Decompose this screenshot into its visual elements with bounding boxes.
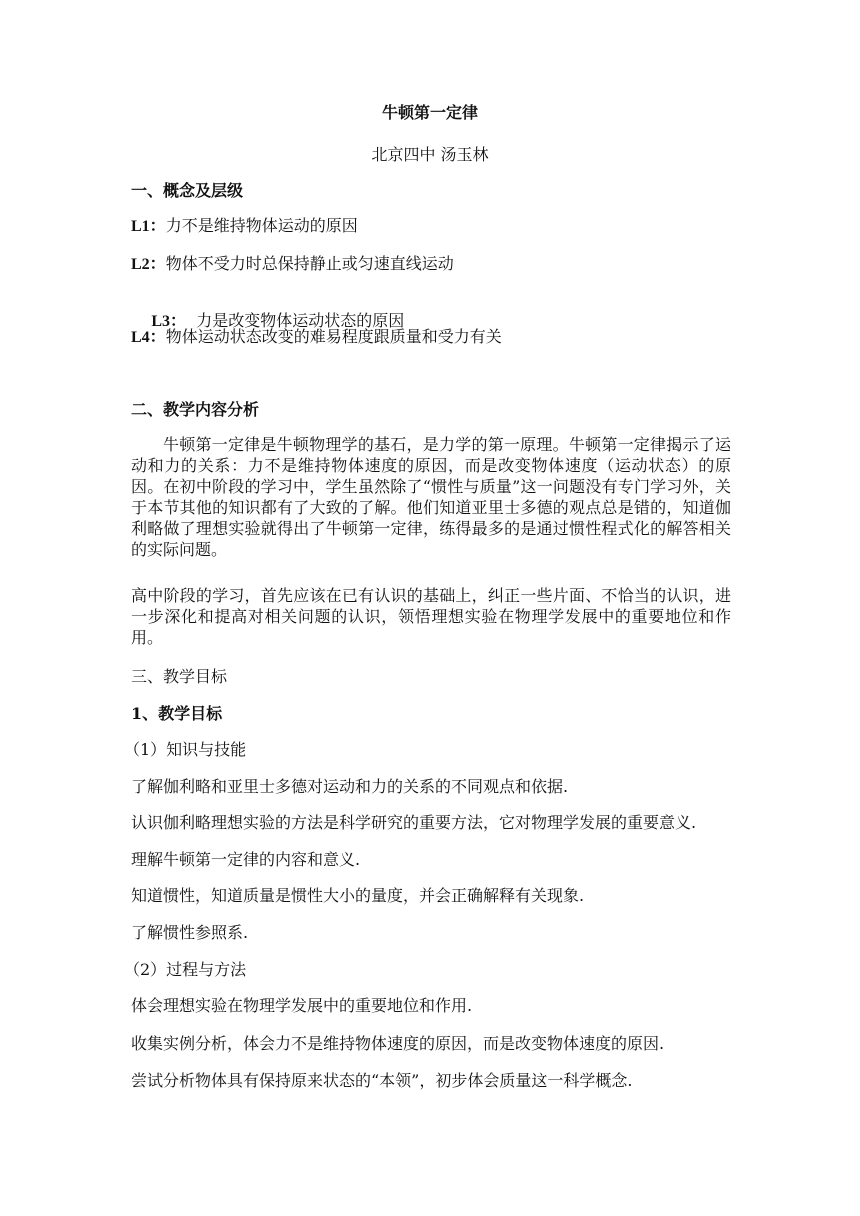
section-3-heading: 三、教学目标 — [131, 667, 228, 686]
section-2-heading: 二、教学内容分析 — [131, 400, 260, 419]
knowledge-skills-heading: （1）知识与技能 — [124, 740, 247, 759]
knowledge-item: 理解牛顿第一定律的内容和意义. — [131, 850, 361, 869]
doc-author: 北京四中 汤玉林 — [371, 145, 489, 164]
section-2-paragraph-1: 牛顿第一定律是牛顿物理学的基石，是力学的第一原理。牛顿第一定律揭示了运动和力的关系：力不是维持物体速度的原因，而是改变物体速度（运动状态）的原因。在初中阶段的学习中，学生虽然除了“惯性与质量”这一问题没有专门学习外，关于本节其他的知识都有了大致的了解。他们知道亚里士多德的观点总是错的，知道伽利略做了理想实验就得出了牛顿第一定律，练得最多的是通过惯性程式化的解答相关的实际问题。 — [131, 435, 731, 559]
section-1-heading: 一、概念及层级 — [131, 181, 244, 200]
knowledge-item: 认识伽利略理想实验的方法是科学研究的重要方法，它对物理学发展的重要意义. — [131, 813, 697, 832]
level-label: L3： — [151, 313, 187, 330]
doc-title: 牛顿第一定律 — [381, 103, 478, 122]
process-item: 尝试分析物体具有保持原来状态的“本领”，初步体会质量这一科学概念. — [131, 1071, 633, 1090]
level-text: 物体不受力时总保持静止或匀速直线运动 — [165, 254, 454, 273]
subsection-1-heading: 1、教学目标 — [131, 704, 223, 723]
level-label: L1： — [131, 218, 166, 235]
level-label: L2： — [131, 256, 166, 273]
level-item — [131, 216, 358, 237]
knowledge-item: 了解伽利略和亚里士多德对运动和力的关系的不同观点和依据. — [131, 777, 569, 796]
process-item: 体会理想实验在物理学发展中的重要地位和作用. — [131, 996, 473, 1015]
level-text: 力不是维持物体运动的原因 — [165, 216, 358, 235]
knowledge-item: 了解惯性参照系. — [131, 923, 249, 942]
process-item: 收集实例分析，体会力不是维持物体速度的原因，而是改变物体速度的原因. — [131, 1034, 665, 1053]
level-text: 物体运动状态改变的难易程度跟质量和受力有关 — [165, 327, 502, 346]
process-methods-heading: （2）过程与方法 — [124, 960, 247, 979]
section-2-paragraph-2: 高中阶段的学习，首先应该在已有认识的基础上，纠正一些片面、不恰当的认识，进一步深化和提高对相关问题的认识，领悟理想实验在物理学发展中的重要地位和作用。 — [131, 586, 731, 647]
level-item — [131, 327, 502, 348]
level-text: 力是改变物体运动状态的原因 — [186, 311, 405, 330]
level-item — [131, 254, 454, 275]
level-label: L4： — [131, 329, 166, 346]
knowledge-item: 知道惯性，知道质量是惯性大小的量度，并会正确解释有关现象. — [131, 886, 585, 905]
